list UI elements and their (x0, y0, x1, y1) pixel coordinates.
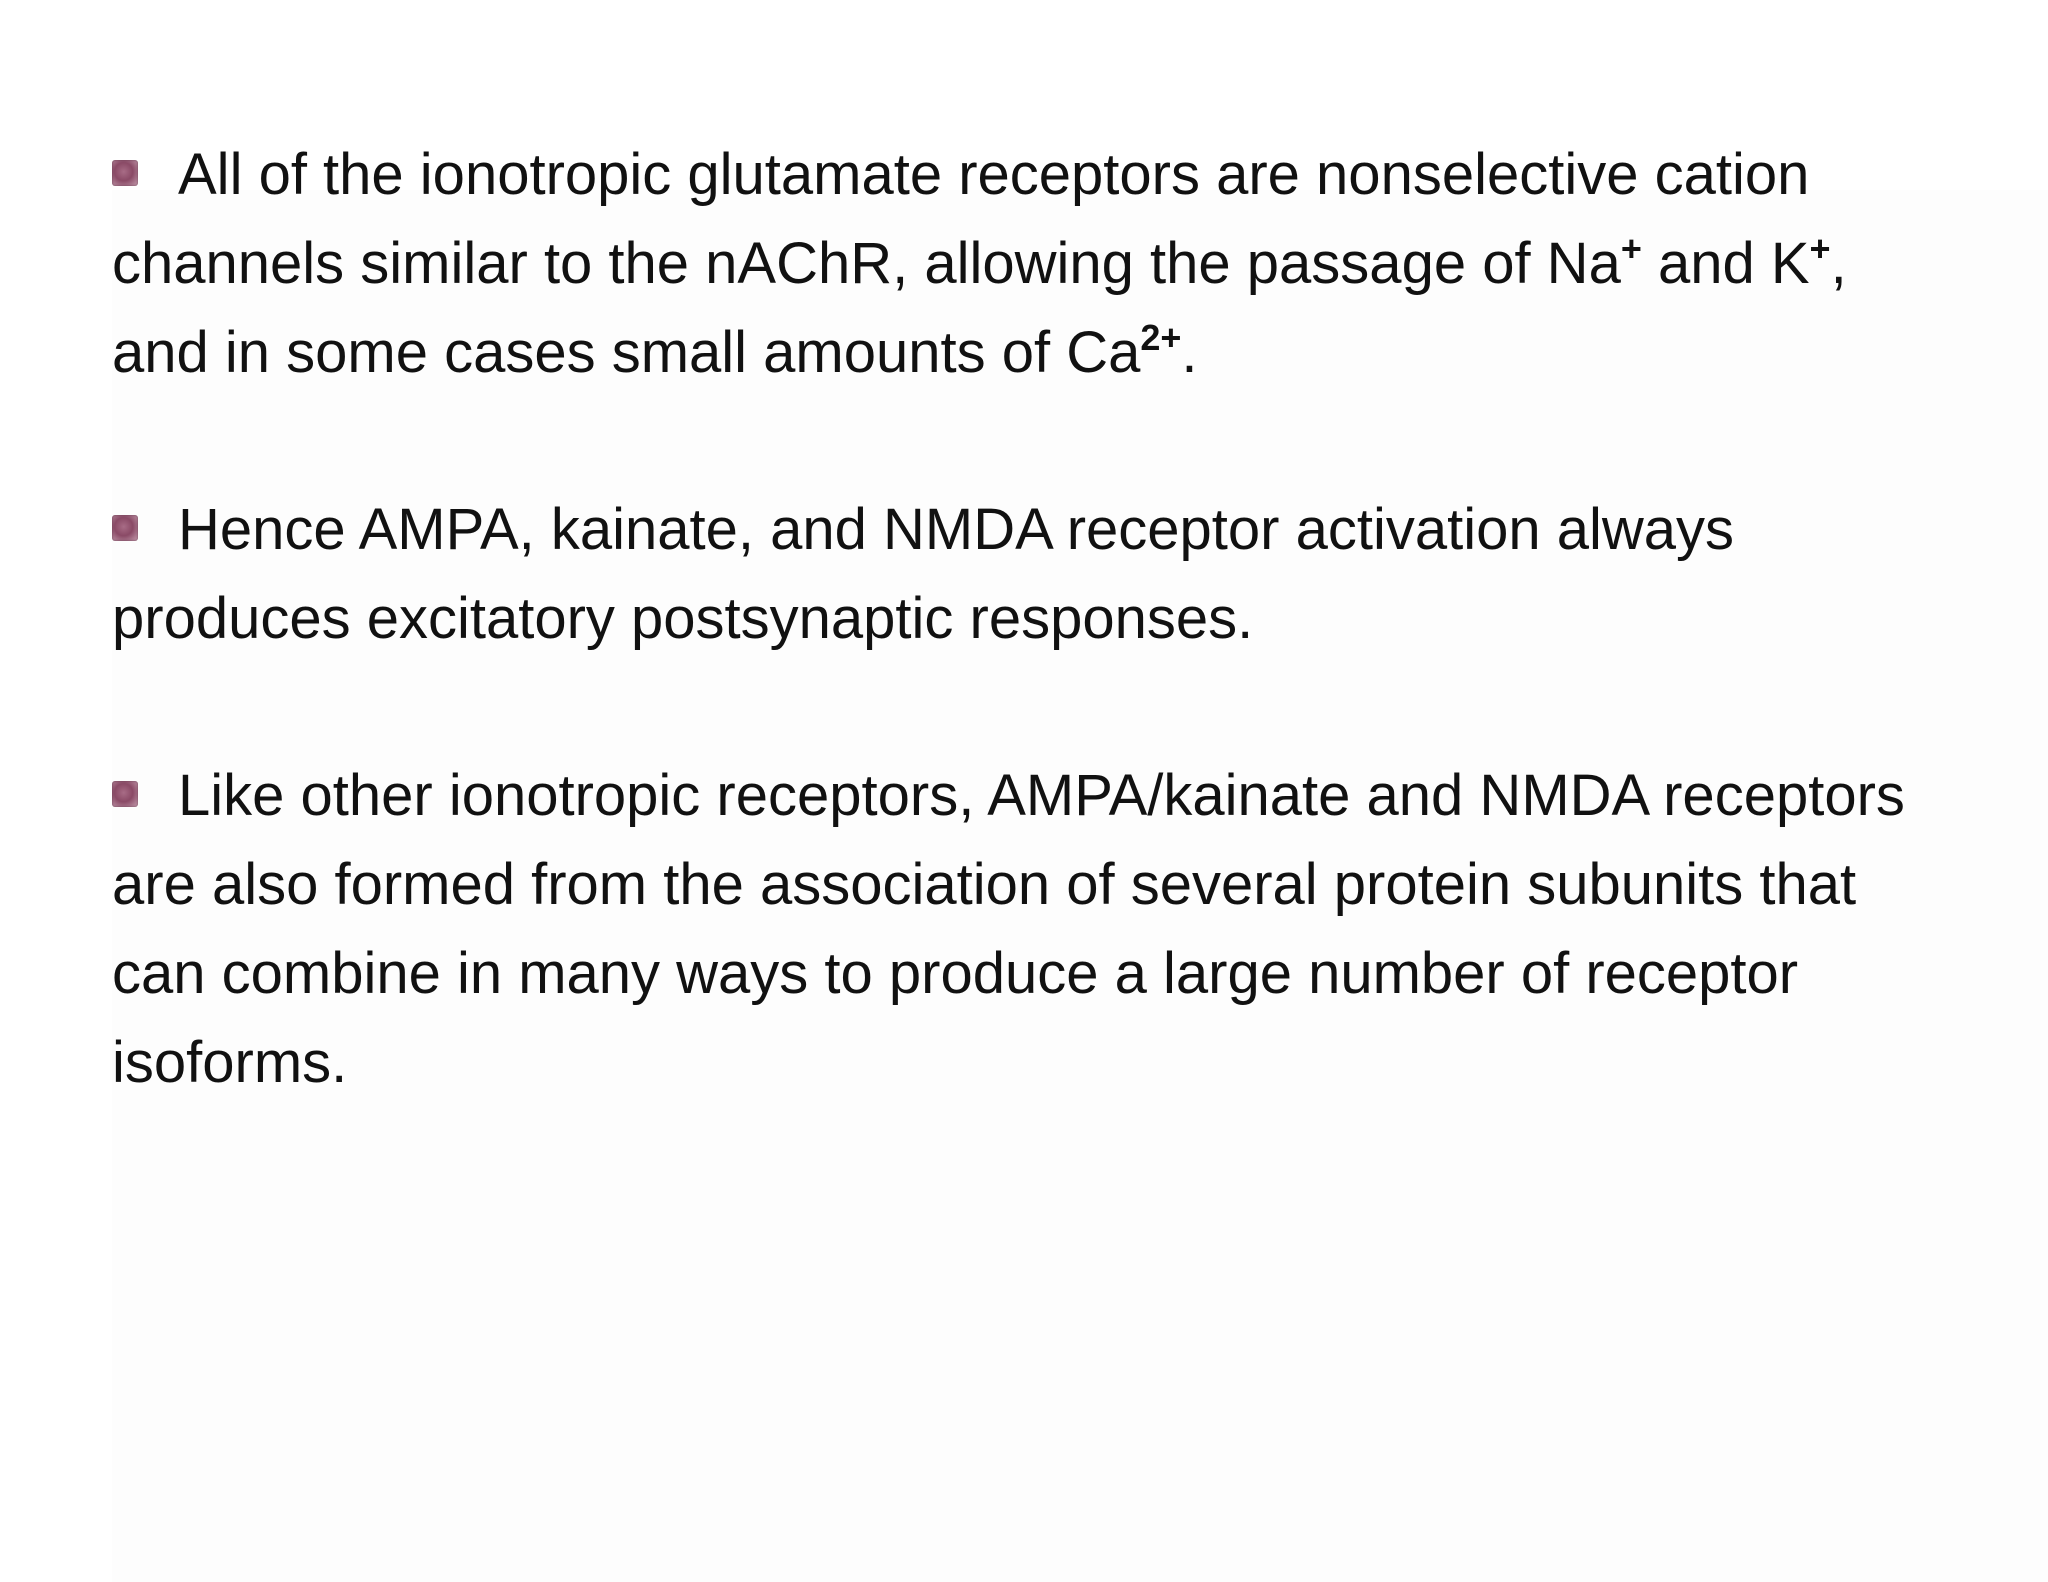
bullet-1-sup-na: + (1620, 228, 1642, 269)
bullet-paragraph-2 (112, 485, 1942, 663)
bullet-1-text-mid2: , and in some cases small amounts of Ca (112, 231, 1847, 385)
bullet-3-text: Like other ionotropic receptors, AMPA/kainate and NMDA receptors are also formed from the association of several protein subunits that can combine in many ways to produce a large number of receptor isoforms. (112, 763, 1905, 1095)
bullet-1-text-mid1: and K (1641, 231, 1810, 296)
bullet-1-text-before: All of the ionotropic glutamate receptors are nonselective cation channels similar to the nAChR, allowing the passage of Na (112, 142, 1810, 296)
square-bullet-icon (112, 515, 138, 541)
bullet-paragraph-1 (112, 130, 1942, 397)
slide-content (112, 130, 1942, 1107)
square-bullet-icon (112, 781, 138, 807)
bullet-2-text: Hence AMPA, kainate, and NMDA receptor activation always produces excitatory postsynaptic responses. (112, 497, 1735, 651)
bullet-1-sup-ca: 2+ (1140, 317, 1182, 358)
bullet-1-text-end: . (1181, 320, 1198, 385)
square-bullet-icon (112, 160, 138, 186)
bullet-paragraph-3 (112, 751, 1942, 1107)
bullet-1-sup-k: + (1809, 228, 1831, 269)
